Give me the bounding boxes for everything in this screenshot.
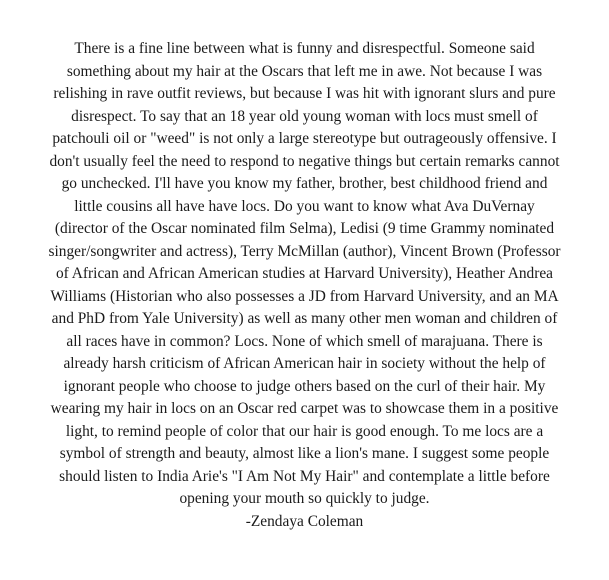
statement-line: go unchecked. I'll have you know my father, brother, best childhood friend and (61, 175, 548, 192)
statement-line: relishing in rave outfit reviews, but because I was hit with ignorant slurs and pure (53, 85, 556, 102)
statement-line: of African and African American studies at Harvard University), Heather Andrea (55, 265, 553, 282)
signature: -Zendaya Coleman (245, 512, 364, 530)
statement-line: symbol of strength and beauty, almost like a lion's mane. I suggest some people (59, 445, 550, 462)
statement-text (26, 38, 583, 533)
statement-line: and PhD from Yale University) as well as many other men woman and children of (51, 310, 558, 327)
statement-line: something about my hair at the Oscars that left me in awe. Not because I was (66, 62, 543, 80)
statement-line: little cousins all have have locs. Do you want to know what Ava DuVernay (74, 197, 535, 215)
statement-line: opening your mouth so quickly to judge. (179, 490, 430, 507)
statement-line: singer/songwriter and actress), Terry McMillan (author), Vincent Brown (Professor (48, 242, 561, 260)
statement-line: should listen to India Arie's "I Am Not My Hair" and contemplate a little before (59, 467, 550, 485)
statement-line: wearing my hair in locs on an Oscar red carpet was to showcase them in a positive (50, 400, 559, 417)
statement-line: Williams (Historian who also possesses a JD from Harvard University, and an MA (50, 287, 559, 305)
statement-line: already harsh criticism of African American hair in society without the help of (63, 355, 546, 372)
statement-line: light, to remind people of color that our hair is good enough. To me locs are a (65, 422, 544, 440)
statement-line: all races have in common? Locs. None of which smell of marajuana. There is (66, 332, 543, 350)
statement-line: disrespect. To say that an 18 year old young woman with locs must smell of (71, 107, 538, 125)
statement-line: (director of the Oscar nominated film Selma), Ledisi (9 time Grammy nominated (54, 220, 555, 237)
statement-line: patchouli oil or "weed" is not only a large stereotype but outrageously offensive. I (52, 130, 557, 147)
statement-line: don't usually feel the need to respond to negative things but certain remarks cannot (49, 152, 560, 170)
statement-line: There is a fine line between what is funny and disrespectful. Someone said (74, 40, 535, 57)
statement-line: ignorant people who choose to judge others based on the curl of their hair. My (63, 377, 546, 395)
